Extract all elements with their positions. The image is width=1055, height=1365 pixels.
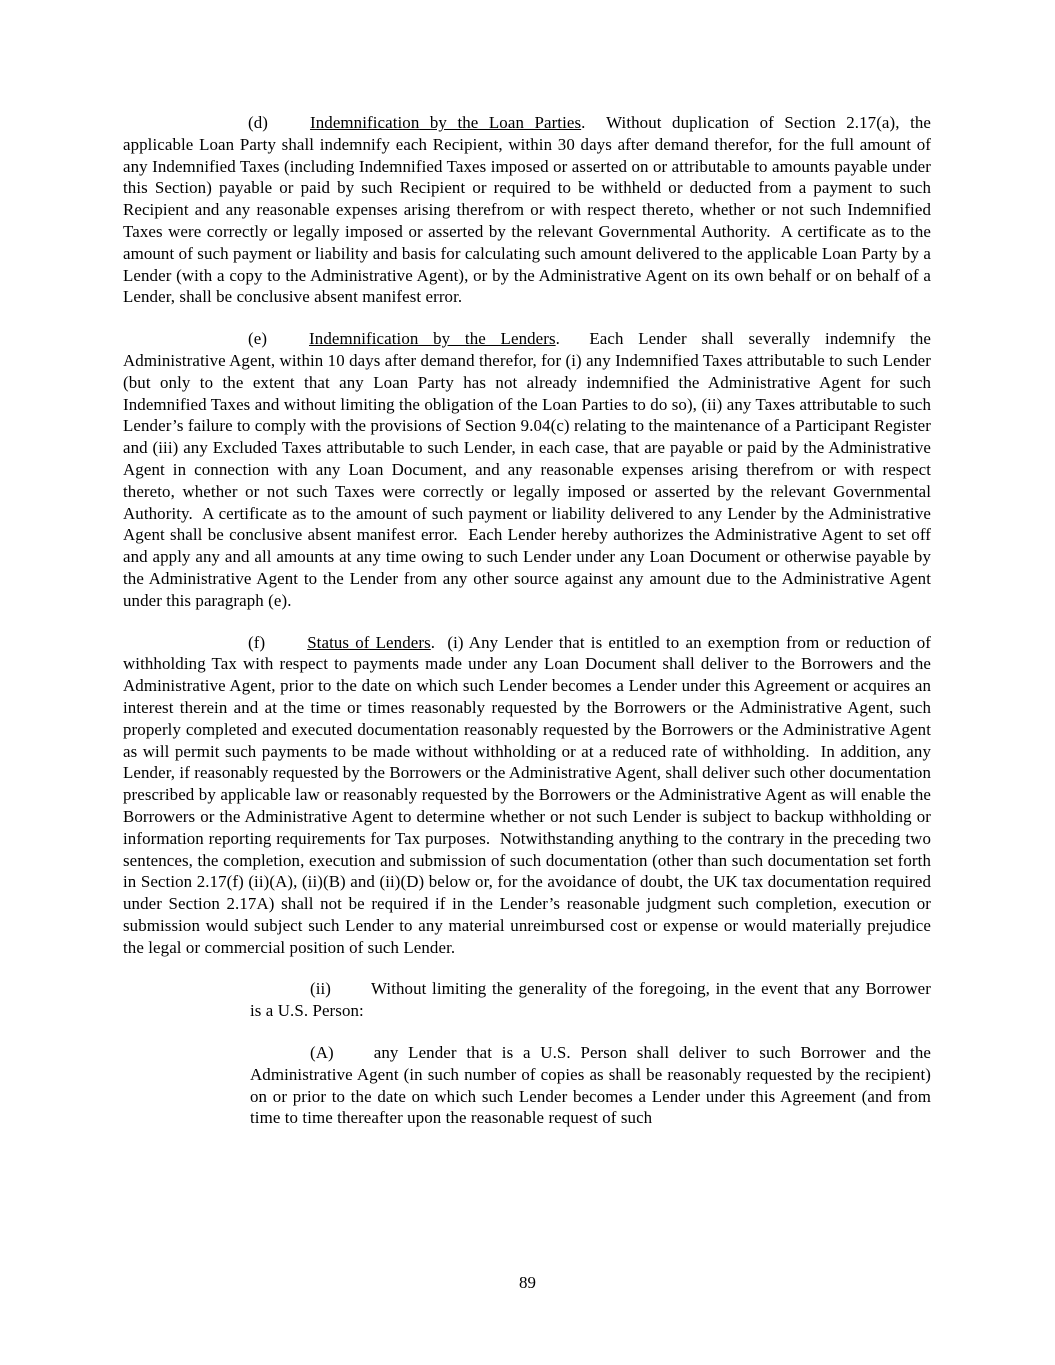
paragraph-label: (f) [248, 632, 266, 652]
section-heading: Indemnification by the Lenders [309, 329, 556, 349]
paragraph-body: Without limiting the generality of the foregoing, in the event that any Borrower is a U.S. Person: [250, 979, 931, 1021]
paragraph-body: (i) Any Lender that is entitled to an exemption from or reduction of withholding Tax with respect to payments made under any Loan Document shall deliver to the Borrowers and the Administrative Agent, prior to the date on which such Lender becomes a Lender under this Agreement or acquires an interest therein and at the time or times reasonably requested by the Borrowers or the Administrative Agent, such properly completed and executed documentation reasonably requested by the Borrowers or the Administrative Agent as will permit such payments to be made without withholding or at a reduced rate of withholding. In addition, any Lender, if reasonably requested by the Borrowers or the Administrative Agent, shall deliver such other documentation prescribed by applicable law or reasonably requested by the Borrowers or the Administrative Agent as will enable the Borrowers or the Administrative Agent to determine whether or not such Lender is subject to backup withholding or information reporting requirements for Tax purposes. Notwithstanding anything to the contrary in the preceding two sentences, the completion, execution and submission of such documentation (other than such documentation set forth in Section 2.17(f) (ii)(A), (ii)(B) and (ii)(D) below or, for the avoidance of doubt, the UK tax documentation required under Section 2.17A) shall not be required if in the Lender’s reasonable judgment such completion, execution or submission would subject such Lender to any material unreimbursed cost or expense or would materially prejudice the legal or commercial position of such Lender. [123, 632, 931, 957]
paragraph-A [250, 1042, 931, 1129]
paragraph-ii [250, 978, 931, 1022]
paragraph-label: (e) [248, 329, 268, 349]
heading-separator: . [581, 113, 607, 132]
heading-separator: . [430, 632, 448, 652]
paragraph-label: (d) [248, 113, 268, 132]
paragraph-body: Without duplication of Section 2.17(a), the applicable Loan Party shall indemnify each Recipient, within 30 days after demand therefor, for the full amount of any Indemnified Taxes (including Indemnified Taxes imposed or asserted on or attributable to amounts payable under this Section) payable or paid by such Recipient or required to be withheld or deducted from a payment to such Recipient and any reasonable expenses arising therefrom or with respect thereto, whether or not such Indemnified Taxes were correctly or legally imposed or asserted by the relevant Governmental Authority. A certificate as to the amount of such payment or liability and basis for calculating such amount delivered to the applicable Loan Party by a Lender (with a copy to the Administrative Agent), or by the Administrative Agent on its own behalf or on behalf of a Lender, shall be conclusive absent manifest error. [123, 113, 932, 307]
paragraph-label: (A) [310, 1043, 334, 1063]
document-body [123, 112, 931, 1149]
paragraph-d [123, 112, 931, 308]
paragraph-body: any Lender that is a U.S. Person shall deliver to such Borrower and the Administrative Agent (in such number of copies as shall be reasonably requested by the recipient) on or prior to the date on which such Lender becomes a Lender under this Agreement (and from time to time thereafter upon the reasonable request of such [250, 1043, 931, 1128]
paragraph-label: (ii) [310, 979, 332, 999]
paragraph-f [123, 632, 931, 959]
page-number: 89 [519, 1273, 536, 1292]
heading-separator: . [555, 329, 590, 349]
paragraph-body: Each Lender shall severally indemnify the Administrative Agent, within 10 days after demand therefor, for (i) any Indemnified Taxes attributable to such Lender (but only to the extent that any Loan Party has not already indemnified the Administrative Agent for such Indemnified Taxes and without limiting the obligation of the Loan Parties to do so), (ii) any Taxes attributable to such Lender’s failure to comply with the provisions of Section 9.04(c) relating to the maintenance of a Participant Register and (iii) any Excluded Taxes attributable to such Lender, in each case, that are payable or paid by the Administrative Agent in connection with any Loan Document, and any reasonable expenses arising therefrom or with respect thereto, whether or not such Taxes were correctly or legally imposed or asserted by the relevant Governmental Authority. A certificate as to the amount of such payment or liability delivered to any Lender by the Administrative Agent shall be conclusive absent manifest error. Each Lender hereby authorizes the Administrative Agent to set off and apply any and all amounts at any time owing to such Lender under any Loan Document or otherwise payable by the Administrative Agent to the Lender from any other source against any amount due to the Administrative Agent under this paragraph (e). [123, 329, 932, 610]
section-heading: Status of Lenders [307, 632, 431, 652]
section-heading: Indemnification by the Loan Parties [310, 113, 582, 132]
paragraph-e [123, 328, 931, 611]
